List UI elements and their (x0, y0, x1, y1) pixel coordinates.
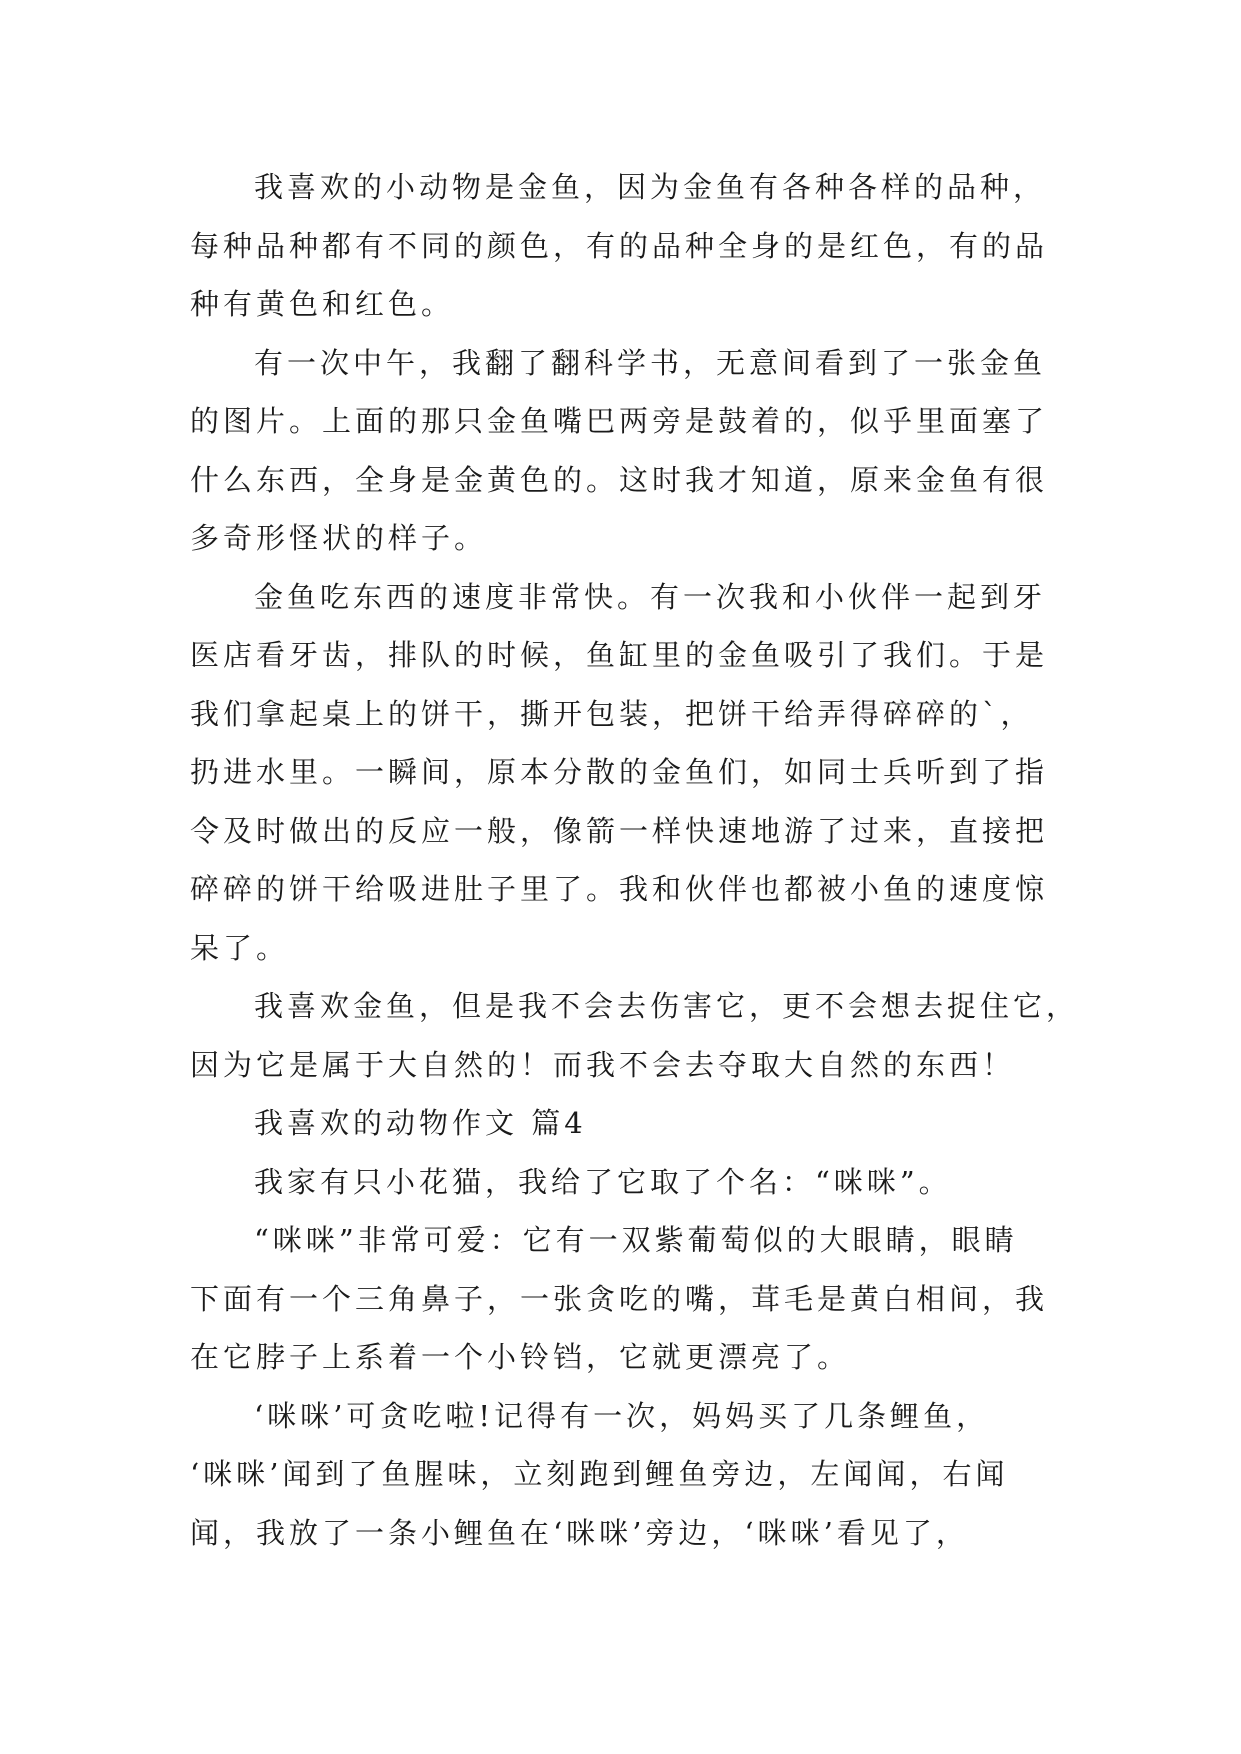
section-heading: 我喜欢的动物作文 篇4 (254, 1106, 587, 1140)
text-line: 扔进水里。一瞬间，原本分散的金鱼们，如同士兵听到了指 (190, 755, 1049, 789)
text-line: 种有黄色和红色。 (190, 287, 455, 321)
text-line: 金鱼吃东西的速度非常快。有一次我和小伙伴一起到牙 (254, 579, 1047, 614)
paragraph-science-book (190, 334, 1060, 568)
text-line: “咪咪”非常可爱：它有一双紫葡萄似的大眼睛，眼睛 (254, 1223, 1018, 1257)
paragraph-nature (190, 977, 1080, 1094)
text-line: 每种品种都有不同的颜色，有的品种全身的是红色，有的品 (190, 228, 1049, 263)
essay-body (190, 158, 1080, 1562)
text-line: 碎碎的饼干给吸进肚子里了。我和伙伴也都被小鱼的速度惊 (190, 872, 1049, 906)
text-line: 因为它是属于大自然的！而我不会去夺取大自然的东西！ (190, 1047, 1016, 1082)
text-line: 下面有一个三角鼻子，一张贪吃的嘴，茸毛是黄白相间，我 (190, 1281, 1049, 1316)
text-line: 有一次中午，我翻了翻科学书，无意间看到了一张金鱼 (254, 345, 1047, 380)
text-line: 我喜欢金鱼，但是我不会去伤害它，更不会想去捉住它， (254, 989, 1080, 1023)
text-line: 呆了。 (190, 930, 290, 965)
paragraph-goldfish-varieties (190, 158, 1060, 334)
text-line: 什么东西，全身是金黄色的。这时我才知道，原来金鱼有很 (190, 462, 1049, 497)
text-line: 多奇形怪状的样子。 (190, 521, 488, 555)
text-line: 我喜欢的小动物是金鱼，因为金鱼有各种各样的品种， (254, 170, 1047, 204)
text-line: 的图片。上面的那只金鱼嘴巴两旁是鼓着的，似乎里面塞了 (190, 404, 1049, 438)
text-line: 医店看牙齿，排队的时候，鱼缸里的金鱼吸引了我们。于是 (190, 638, 1049, 672)
paragraph-cat-greedy (190, 1387, 1060, 1563)
text-line: 闻，我放了一条小鲤鱼在‘咪咪’旁边，‘咪咪’看见了， (190, 1515, 969, 1550)
text-line: 我们拿起桌上的饼干，撕开包装，把饼干给弄得碎碎的`， (190, 696, 1034, 731)
text-line: 我家有只小花猫，我给了它取了个名：“咪咪”。 (254, 1164, 952, 1199)
paragraph-cat-intro (190, 1153, 1060, 1212)
text-line: ‘咪咪’闻到了鱼腥味，立刻跑到鲤鱼旁边，左闻闻，右闻 (190, 1457, 1009, 1491)
text-line: ‘咪咪’可贪吃啦!记得有一次，妈妈买了几条鲤鱼， (254, 1398, 990, 1433)
text-line: 在它脖子上系着一个小铃铛，它就更漂亮了。 (190, 1340, 851, 1374)
paragraph-eating-speed (190, 568, 1060, 978)
text-line: 令及时做出的反应一般，像箭一样快速地游了过来，直接把 (190, 813, 1049, 848)
paragraph-cat-appearance (190, 1211, 1060, 1387)
